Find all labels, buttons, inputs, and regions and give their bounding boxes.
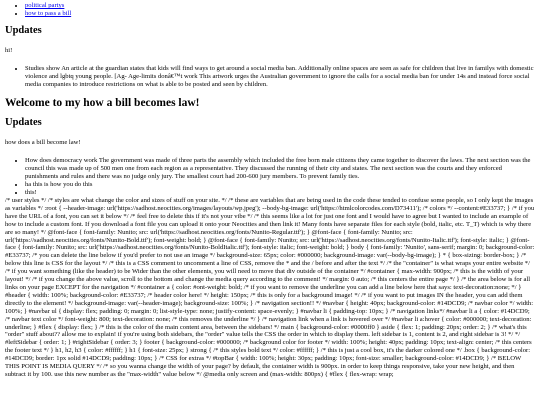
nav-link-political-partys[interactable]: political partys bbox=[25, 2, 65, 9]
updates-heading: Updates bbox=[5, 25, 42, 36]
list-item: • ha this is how you do this bbox=[25, 181, 535, 189]
intro-text: how does a bill become law! bbox=[5, 139, 81, 146]
updates-heading-2: Updates bbox=[5, 117, 42, 128]
democracy-list bbox=[5, 157, 535, 197]
nav-link-how-to-pass-a-bill[interactable]: how to pass a bill bbox=[25, 10, 72, 17]
welcome-heading: Welcome to my how a bill becomes law! bbox=[5, 97, 200, 109]
top-nav-list bbox=[5, 2, 535, 18]
list-item: • How does democracy work The government was made of three parts the assembly which included the free born male citizens they came together to discover the laws. The next section was the council this was made up of 500 men one from each region as a representative. They discussed the running of their city and states. The next section was the courts and they enforced punishments and rules and there was no judge only jury. The smallest court had 200-600 jury members. To prevent family ties. bbox=[25, 157, 535, 181]
nav-item-political-partys bbox=[25, 2, 535, 10]
updates-list bbox=[5, 65, 535, 89]
nav-item-how-to-pass-a-bill bbox=[25, 10, 535, 18]
list-item: • Studies show An article at the guardian states that kids will find ways to get around a social media ban. Additionally online spaces are seen as safe for children that live in familys with domestic violence and lgbtq young people. [Ag- Age-limits donâ€™t work This artwork urges the Australian government to ignore the calls for a social media ban for under 14s and instead force social media companies to introduce restrictions on what is able to be posted and seen by children. bbox=[25, 65, 535, 89]
css-code-text: /* user styles */ /* styles are what change the color and sizes of stuff on your site. */ /* these are variables that are being used in the code these tended to confuse some people, so I only kept the images as variables */ :root { --header-image: url('https://sadhost.neocities.org/images/layouts/wp.jpeg'); --body-bg-image: url('https://htmlcolorcodes.com/D73411'); /* colors */ --content:#E33737; } /* if you have the URL of a font, you can set it below */ /* feel free to delete this if it's not your vibe */ /* this seems like a lot for just one font and I would have to agree but I wanted to include an example of how to include a custom font. If you download a font file you can upload it onto your Neocities and then link it! Many fonts have separate files for each style (bold, italic, etc. T_T) which is why there are so many! */ @font-face { font-family: Nunito; src: url('https://sadhost.neocities.org/fonts/Nunito-Regular.ttf'); } @font-face { font-family: Nunito; src: url('https://sadhost.neocities.org/fonts/Nunito-Bold.ttf'); font-weight: bold; } @font-face { font-family: Nunito; src: url('https://sadhost.neocities.org/fonts/Nunito-Italic.ttf'); font-style: italic; } @font-face { font-family: Nunito; src: url('https://sadhost.neocities.org/fonts/Nunito-BoldItalic.ttf'); font-style: italic; font-weight: bold; } body { font-family: 'Nunito', sans-serif; margin: 0; background-color: #E33737; /* you can delete the line below if you'd prefer to not use an image */ background-size: 65px; color: #000000; background-image: var(--body-bg-image); } * { box-sizing: border-box; } /* below this line is CSS for the layout */ /* this is a CSS comment to uncomment a line of CSS, remove the * and the / before and after the text */ /* the "container" is what wraps your entire website */ /* if you want something (like the header) to be Wider than the other elements, you will need to move that div outside of the container */ #container { max-width: 900px; /* this is the width of your layout! */ /* if you change the above value, scroll to the bottom and change the media query according to the comment! */ margin: 0 auto; /* this centers the entire page */ } /* the area below is for all links on your page EXCEPT for the navigation */ #container a { color: #ont-weight: bold; /* if you want to remove the underline you can add a line below here that says: text-decoration:none; */ } #header { width: 100%; background-color: #E33737; /* header color here! */ height: 150px; /* this is only for a background image! */ /* if you want to put images IN the header, you can add them directly to the element! */ background-image: var(--header-image); background-size: 100%; } /* navigation section!! */ #navbar { height: 40px; background-color: #14DCD9; /* navbar color */ width: 100%; } #navbar ul { display: flex; padding: 0; margin: 0; list-style-type: none; justify-content: space-evenly; } #navbar li { padding-top: 10px; } /* navigation links*/ #navbar li a { color: #14DCD9; /* navbar text color */ font-weight: 800; text-decoration: none; /* this removes the underline */ } /* navigation link when a link is hovered over */ #navbar li a:hover { color: #000000; text-decoration: underline; } #flex { display: flex; } /* this is the color of the main content area, between the sidebars! */ main { background-color: #0000ff0 } aside { flex: 1; padding: 20px; order: 2; } /* what's this "order" stuff about?? allow me to explain! if you're using both sidebars, the "order" value tells the CSS the order in which to display them. left sidebar is 1, content is 2, and right sidebar is 3! */ */ #leftSidebar { order: 1; } #rightSidebar { order: 3; } footer { background-color: #000000; /* background color for footer */ width: 100%; height: 40px; padding: 10px; text-align: center; /* this centers the footer text */ } h1, h2, h3 { color: #ffffff; } h1 { font-size: 25px; } strong { /* this styles bold text */ color: #ffffff; } /* this is just a cool box, it's the darker colored one */ .box { background-color: #14DCD9; border: 1px solid #14DCD9; padding: 10px; } /* CSS for extras */ #topBar { width: 100%; height: 30px; padding: 10px; font-size: smaller; background-color: #14DCD9; } /* BELOW THIS POINT IS MEDIA QUERY */ /* so you wanna change the width of your page? by default, the container width is 900px. in order to keep things responsive, take your new height, and then subtract it by 100. use this new number as the "max-width" value below */ @media only screen and (max-width: 800px) { #flex { flex-wrap: wrap; bbox=[5, 197, 535, 378]
list-item: • this! bbox=[25, 189, 535, 197]
greeting-text: hi! bbox=[5, 47, 13, 54]
